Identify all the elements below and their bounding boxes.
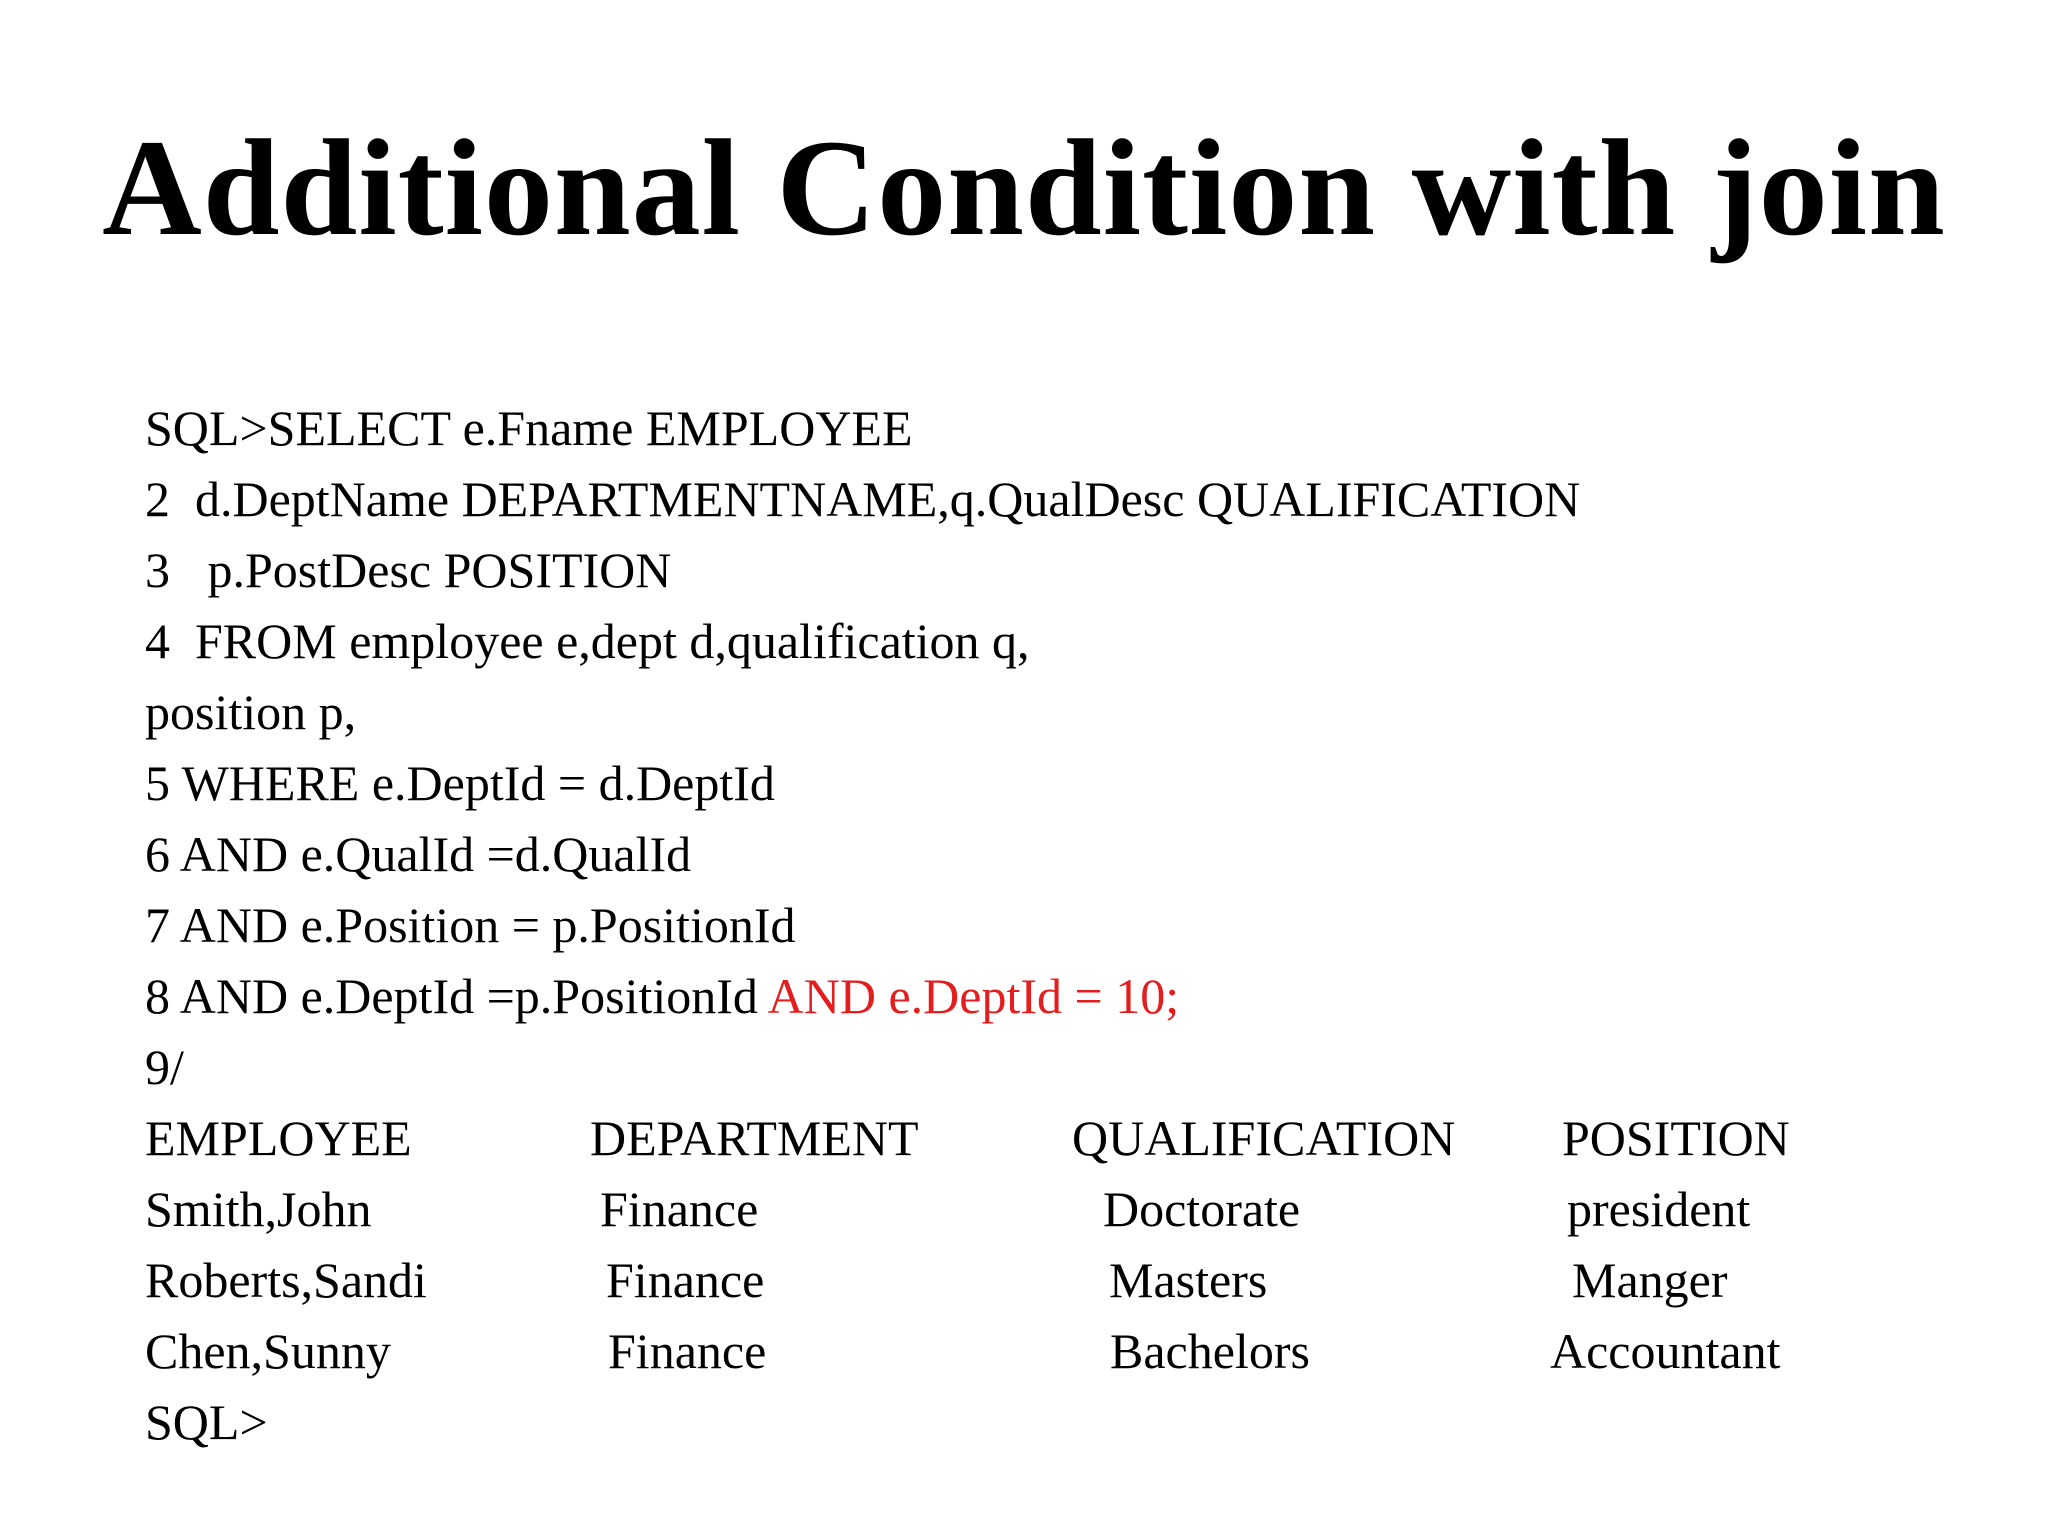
- result-row-2-employee: Roberts,Sandi: [145, 1252, 427, 1308]
- code-line-8-plain: 8 AND e.DeptId =p.PositionId: [145, 968, 768, 1024]
- code-line-7: 7 AND e.Position = p.PositionId: [145, 897, 796, 953]
- result-row-1-employee: Smith,John: [145, 1181, 372, 1237]
- result-header-qualification: QUALIFICATION: [1072, 1110, 1456, 1166]
- code-line-6: 6 AND e.QualId =d.QualId: [145, 826, 692, 882]
- code-line-1: SQL>SELECT e.Fname EMPLOYEE: [145, 400, 913, 456]
- code-line-8-highlight: AND e.DeptId = 10;: [767, 968, 1180, 1024]
- code-line-4-continued: position p,: [145, 684, 357, 740]
- code-line-2: 2 d.DeptName DEPARTMENTNAME,q.QualDesc QUALIFICATION: [145, 471, 1581, 527]
- result-row-2-position: Manger: [1572, 1252, 1728, 1308]
- result-row-1-department: Finance: [600, 1181, 759, 1237]
- result-row-3-employee: Chen,Sunny: [145, 1323, 391, 1379]
- result-row-3-qualification: Bachelors: [1110, 1323, 1310, 1379]
- code-line-4: 4 FROM employee e,dept d,qualification q,: [145, 613, 1030, 669]
- slide-title: Additional Condition with join: [102, 111, 1946, 264]
- result-row-3-position: Accountant: [1550, 1323, 1781, 1379]
- result-header-employee: EMPLOYEE: [145, 1110, 412, 1166]
- result-header-department: DEPARTMENT: [590, 1110, 919, 1166]
- result-row-2-qualification: Masters: [1109, 1252, 1268, 1308]
- result-header-position: POSITION: [1562, 1110, 1790, 1166]
- code-line-8: [145, 968, 1180, 1024]
- code-line-5: 5 WHERE e.DeptId = d.DeptId: [145, 755, 775, 811]
- result-row-2-department: Finance: [606, 1252, 765, 1308]
- code-line-9: 9/: [145, 1039, 184, 1095]
- result-row-1-qualification: Doctorate: [1103, 1181, 1301, 1237]
- result-row-3-department: Finance: [608, 1323, 767, 1379]
- sql-prompt: SQL>: [145, 1394, 268, 1450]
- code-line-3: 3 p.PostDesc POSITION: [145, 542, 672, 598]
- result-row-1-position: president: [1567, 1181, 1751, 1237]
